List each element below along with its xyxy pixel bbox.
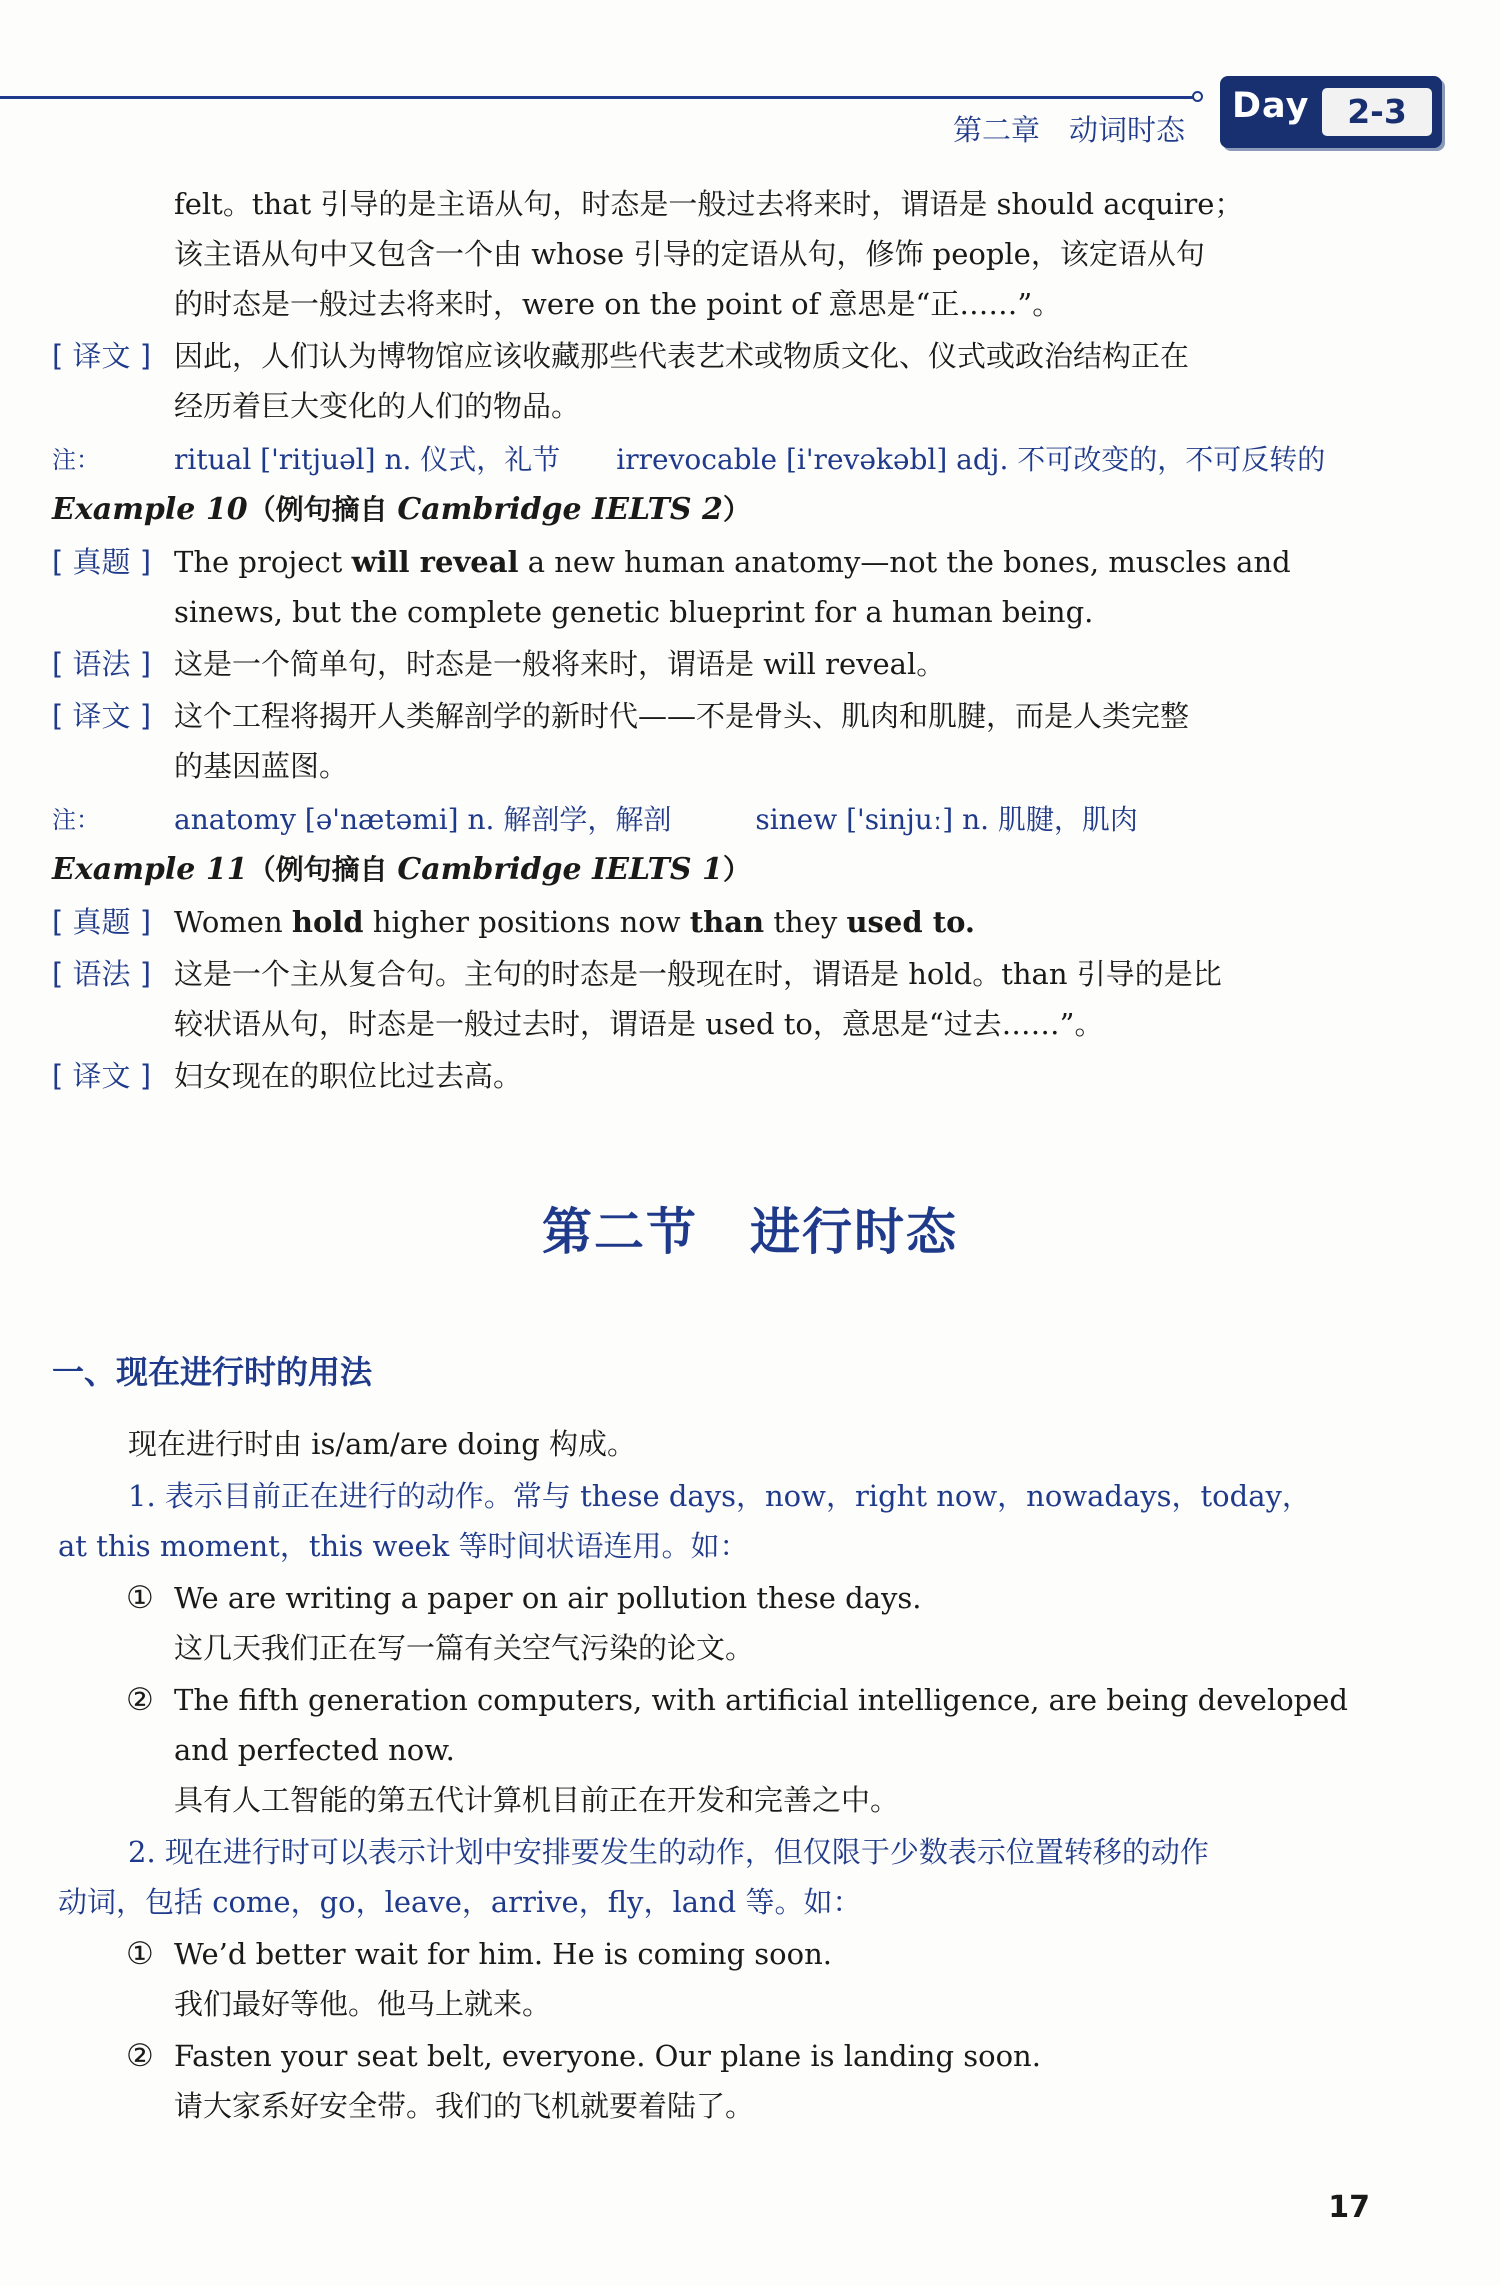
example-title: Example 11 [52, 852, 248, 887]
translation-tag: [ 译文 ] [52, 699, 152, 733]
section-title: 第二节 进行时态 [542, 1203, 958, 1261]
header-rule [0, 96, 1196, 99]
rule-line: at this moment，this week 等时间状语连用。如： [58, 1529, 749, 1563]
note-mark: 注： [52, 446, 100, 474]
rule-line: 2. 现在进行时可以表示计划中安排要发生的动作，但仅限于少数表示位置转移的动作 [128, 1835, 1209, 1869]
example-10-heading [52, 490, 751, 530]
day-range: 2-3 [1322, 88, 1432, 136]
example-en: We are writing a paper on air pollution these days. [174, 1581, 922, 1615]
example-zh: 我们最好等他。他马上就来。 [174, 1987, 552, 2021]
example-11-heading [52, 850, 751, 890]
grammar-line: felt。that 引导的是主语从句，时态是一般过去将来时，谓语是 should acquire； [174, 187, 1244, 221]
example-en: We’d better wait for him. He is coming soon. [174, 1937, 832, 1971]
chapter-title: 第二章 动词时态 [953, 113, 1186, 147]
translation-tag: [ 译文 ] [52, 339, 152, 373]
translation-line: 的基因蓝图。 [174, 749, 349, 783]
example-source-close: ） [722, 853, 751, 886]
zhenti-line: Women hold higher positions now than they used to. [174, 905, 976, 939]
example-number: ① [126, 1580, 154, 1616]
grammar-line: 这是一个简单句，时态是一般将来时，谓语是 will reveal。 [174, 647, 946, 681]
example-source-close: ） [722, 493, 751, 526]
grammar-line: 该主语从句中又包含一个由 whose 引导的定语从句，修饰 people，该定语从句 [174, 237, 1205, 271]
day-badge [1220, 76, 1442, 148]
zhenti-line: sinews, but the complete genetic blueprint for a human being. [174, 595, 1094, 629]
header-dot [1192, 91, 1203, 102]
example-number: ② [126, 2038, 154, 2074]
example-en: Fasten your seat belt, everyone. Our plane is landing soon. [174, 2039, 1041, 2073]
translation-line: 这个工程将揭开人类解剖学的新时代——不是骨头、肌肉和肌腱，而是人类完整 [174, 699, 1190, 733]
example-zh: 请大家系好安全带。我们的飞机就要着陆了。 [174, 2089, 755, 2123]
translation-line: 妇女现在的职位比过去高。 [174, 1059, 523, 1093]
grammar-tag: [ 语法 ] [52, 957, 152, 991]
note-mark: 注： [52, 806, 100, 834]
example-zh: 具有人工智能的第五代计算机目前正在开发和完善之中。 [174, 1783, 900, 1817]
example-source-prefix: （例句摘自 [247, 493, 398, 526]
example-source-prefix: （例句摘自 [247, 853, 398, 886]
rule-line: 动词，包括 come，go，leave，arrive，fly，land 等。如： [58, 1885, 862, 1919]
grammar-line: 的时态是一般过去将来时，were on the point of 意思是“正……”。 [174, 287, 1062, 321]
example-title: Example 10 [52, 492, 248, 527]
example-number: ① [126, 1936, 154, 1972]
example-source: Cambridge IELTS 1 [397, 852, 723, 887]
zhenti-line: The project will reveal a new human anatomy—not the bones, muscles and [174, 545, 1291, 579]
zhenti-tag: [ 真题 ] [52, 905, 152, 939]
example-en: The fifth generation computers, with artificial intelligence, are being developed [174, 1683, 1348, 1717]
day-label: Day [1232, 86, 1310, 126]
translation-line: 经历着巨大变化的人们的物品。 [174, 389, 581, 423]
translation-tag: [ 译文 ] [52, 1059, 152, 1093]
example-zh: 这几天我们正在写一篇有关空气污染的论文。 [174, 1631, 755, 1665]
grammar-line: 较状语从句，时态是一般过去时，谓语是 used to，意思是“过去……”。 [174, 1007, 1104, 1041]
example-number: ② [126, 1682, 154, 1718]
example-source: Cambridge IELTS 2 [397, 492, 723, 527]
intro-line: 现在进行时由 is/am/are doing 构成。 [128, 1427, 636, 1461]
example-en: and perfected now. [174, 1733, 455, 1767]
translation-line: 因此，人们认为博物馆应该收藏那些代表艺术或物质文化、仪式或政治结构正在 [174, 339, 1190, 373]
rule-line: 1. 表示目前正在进行的动作。常与 these days，now，right now，nowadays，today， [128, 1479, 1311, 1513]
zhenti-tag: [ 真题 ] [52, 545, 152, 579]
vocab-note: anatomy [ə'nætəmi] n. 解剖学，解剖 sinew ['sinjuː] n. 肌腱，肌肉 [174, 803, 1138, 836]
sub-heading: 一、现在进行时的用法 [52, 1353, 373, 1391]
page-number: 17 [1328, 2190, 1370, 2225]
grammar-tag: [ 语法 ] [52, 647, 152, 681]
grammar-line: 这是一个主从复合句。主句的时态是一般现在时，谓语是 hold。than 引导的是比 [174, 957, 1222, 991]
vocab-note: ritual ['ritjuəl] n. 仪式，礼节 irrevocable [i'revəkəbl] adj. 不可改变的，不可反转的 [174, 443, 1326, 476]
